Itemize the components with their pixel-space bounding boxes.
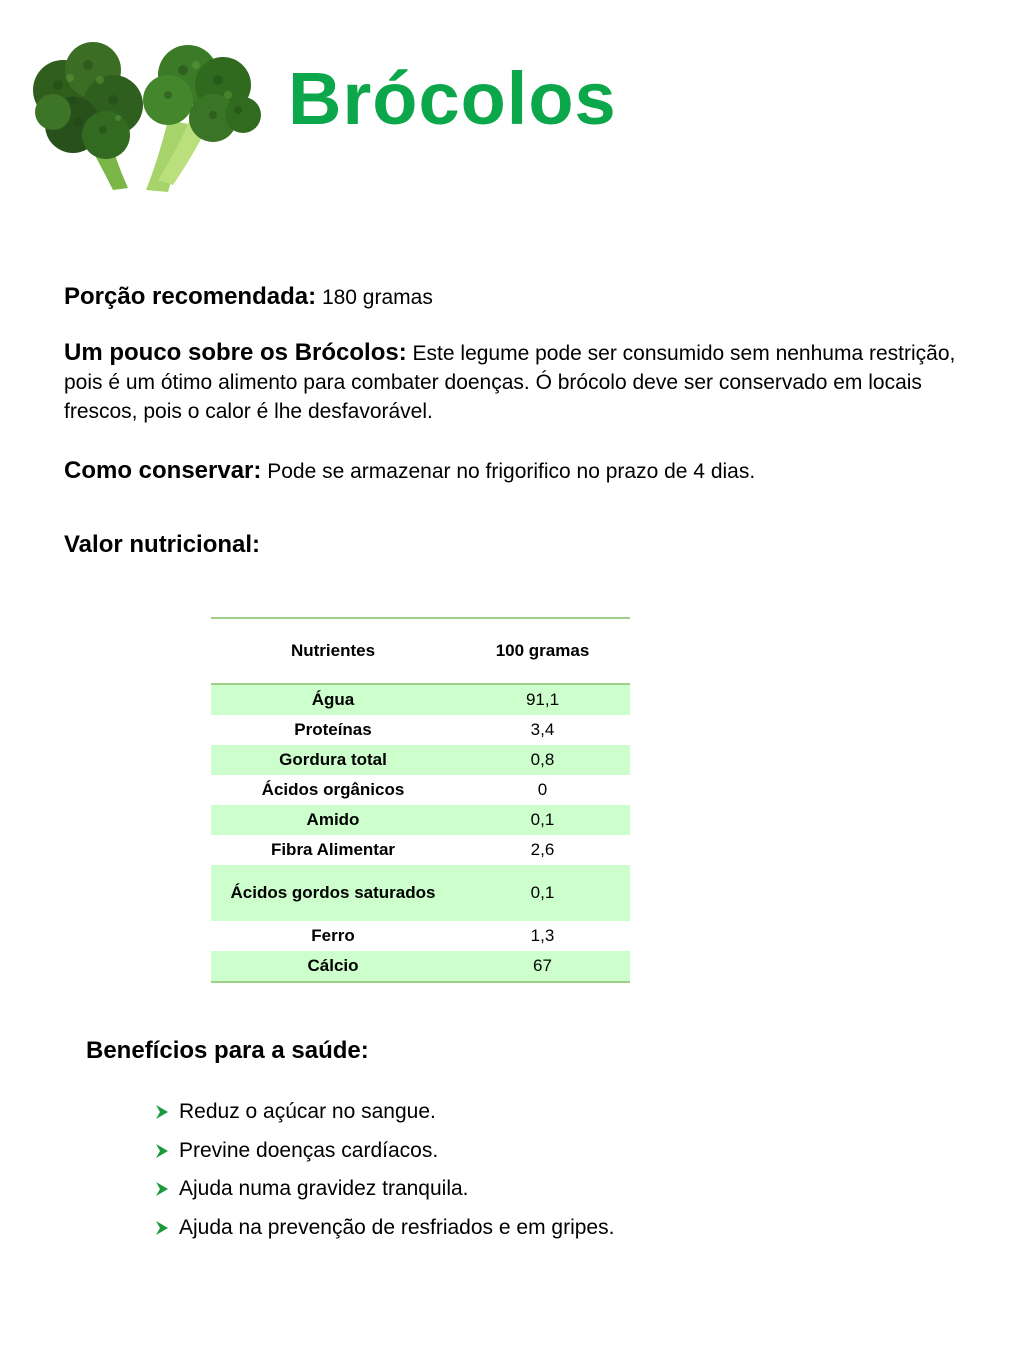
nutrient-name: Amido bbox=[211, 805, 455, 835]
nutrient-name: Proteínas bbox=[294, 720, 372, 739]
table-row bbox=[211, 805, 630, 835]
benefit-text: Ajuda numa gravidez tranquila. bbox=[179, 1177, 469, 1201]
table-row bbox=[211, 715, 630, 745]
about-label: Um pouco sobre os Brócolos: bbox=[64, 339, 407, 366]
about-text: Este legume pode ser consumido sem nenhuma restrição, pois é um ótimo alimento para combater doenças. Ó brócolo deve ser conservado em locais frescos, pois o calor é lhe desfavorável. bbox=[64, 342, 956, 423]
arrow-right-icon bbox=[155, 1181, 169, 1197]
nutrient-name: Ácidos gordos saturados bbox=[211, 865, 455, 921]
nutrient-value: 3,4 bbox=[530, 720, 555, 739]
conserve-text: Pode se armazenar no frigorifico no prazo de 4 dias. bbox=[267, 460, 756, 483]
table-row bbox=[211, 745, 630, 775]
nutrient-value: 0,1 bbox=[455, 865, 630, 921]
list-item bbox=[155, 1093, 614, 1132]
conserve-label: Como conservar: bbox=[64, 457, 262, 484]
benefits-list bbox=[155, 1093, 614, 1247]
nutrition-table bbox=[211, 617, 630, 983]
nutrient-value: 67 bbox=[455, 951, 630, 982]
table-header-row bbox=[211, 618, 630, 684]
nutrient-value: 0,1 bbox=[455, 805, 630, 835]
table-row bbox=[211, 921, 630, 951]
nutrient-name: Fibra Alimentar bbox=[270, 840, 396, 859]
nutrient-name: Água bbox=[211, 684, 455, 715]
table-row bbox=[211, 951, 630, 982]
table-row bbox=[211, 684, 630, 715]
benefit-text: Previne doenças cardíacos. bbox=[179, 1138, 439, 1162]
table-row bbox=[211, 835, 630, 865]
page-title: Brócolos bbox=[288, 57, 617, 140]
list-item bbox=[155, 1209, 614, 1248]
column-header-amount: 100 gramas bbox=[455, 618, 630, 684]
portion-paragraph bbox=[64, 282, 964, 312]
benefit-text: Ajuda na prevenção de resfriados e em gripes. bbox=[179, 1215, 615, 1239]
benefits-heading: Benefícios para a saúde: bbox=[86, 1037, 369, 1064]
arrow-right-icon bbox=[155, 1143, 169, 1159]
nutrient-name: Gordura total bbox=[211, 745, 455, 775]
nutrition-heading: Valor nutricional: bbox=[64, 531, 261, 558]
benefit-text: Reduz o açúcar no sangue. bbox=[179, 1100, 436, 1124]
nutrient-value: 0,8 bbox=[455, 745, 630, 775]
conserve-paragraph bbox=[64, 456, 964, 486]
nutrient-name: Ácidos orgânicos bbox=[261, 780, 405, 799]
list-item bbox=[155, 1132, 614, 1171]
portion-label: Porção recomendada: bbox=[64, 283, 317, 310]
nutrient-value: 0 bbox=[537, 780, 548, 799]
portion-value: 180 gramas bbox=[321, 286, 433, 309]
about-paragraph bbox=[64, 338, 964, 426]
nutrient-name: Cálcio bbox=[211, 951, 455, 982]
list-item bbox=[155, 1170, 614, 1209]
column-header-nutrients: Nutrientes bbox=[211, 618, 455, 684]
nutrient-name: Ferro bbox=[311, 926, 355, 945]
table-row bbox=[211, 865, 630, 921]
arrow-right-icon bbox=[155, 1220, 169, 1236]
arrow-right-icon bbox=[155, 1104, 169, 1120]
broccoli-icon bbox=[18, 30, 263, 195]
nutrient-value: 91,1 bbox=[455, 684, 630, 715]
table-row bbox=[211, 775, 630, 805]
nutrient-value: 1,3 bbox=[530, 926, 555, 945]
nutrient-value: 2,6 bbox=[530, 840, 555, 859]
